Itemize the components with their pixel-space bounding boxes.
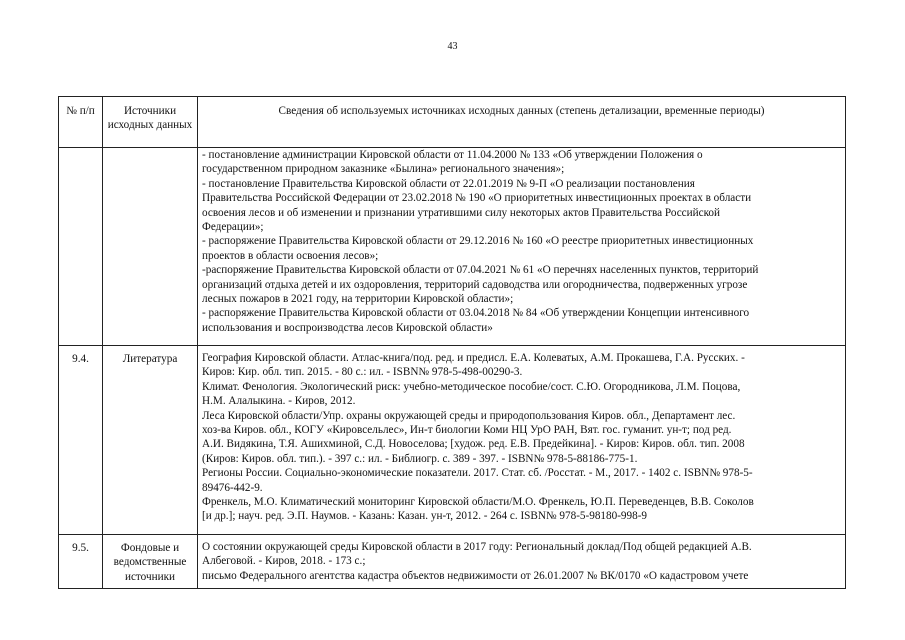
info-line: освоения лесов и об изменении и признании утратившими силу некоторых актов Правительства Российской — [202, 206, 721, 219]
table-row — [59, 148, 846, 346]
row-num — [59, 148, 103, 346]
info-line: Албеговой. - Киров, 2018. - 173 с.; — [202, 555, 366, 568]
row-source: Фондовые и ведомственные источники — [103, 535, 198, 589]
table-row — [59, 346, 846, 535]
info-line: Правительства Российской Федерации от 23.02.2018 № 190 «О приоритетных инвестиционных проектах в области — [202, 192, 752, 205]
info-line: (Киров: Киров. обл. тип.). - 397 с.: ил. - Библиогр. с. 389 - 397. - ISBN№ 978-5-88186-775-1. — [202, 452, 638, 465]
info-line: Киров: Кир. обл. тип. 2015. - 80 с.: ил. - ISBN№ 978-5-498-00290-3. — [202, 366, 523, 379]
info-line: [и др.]; науч. ред. Э.П. Наумов. - Казань: Казан. ун-т, 2012. - 264 с. ISBN№ 978-5-98180-998-9 — [202, 510, 648, 523]
row-info — [198, 535, 846, 589]
header-source: Источники исходных данных — [103, 97, 198, 148]
info-line: проектов в области освоения лесов»; — [202, 249, 379, 262]
info-line: лесных пожаров в 2021 году, на территории Кировской области»; — [202, 293, 514, 306]
row-source — [103, 148, 198, 346]
row-info — [198, 148, 846, 346]
info-line: А.И. Видякина, Т.Я. Ашихминой, С.Д. Новоселова; [худож. ред. Е.В. Предейкина]. - Киров: Киров. обл. тип. 2008 — [202, 438, 745, 451]
info-line: Климат. Фенология. Экологический риск: учебно-методическое пособие/сост. С.Ю. Огородникова, Л.М. Поцова, — [202, 380, 741, 393]
info-line: Леса Кировской области/Упр. охраны окружающей среды и природопользования Киров. обл., Департамент лес. — [202, 409, 736, 422]
header-info: Сведения об используемых источниках исходных данных (степень детализации, временные периоды) — [198, 97, 846, 148]
info-line: О состоянии окружающей среды Кировской области в 2017 году: Региональный доклад/Под общей редакцией А.В. — [202, 541, 752, 553]
info-line: Френкель, М.О. Климатический мониторинг Кировской области/М.О. Френкель, Ю.П. Переведенцев, В.В. Соколов — [202, 496, 754, 509]
info-line: -распоряжение Правительства Кировской области от 07.04.2021 № 61 «О перечнях населенных пунктов, территорий — [202, 264, 759, 277]
row-source: Литература — [103, 346, 198, 535]
header-num: № п/п — [59, 97, 103, 148]
info-line: География Кировской области. Атлас-книга/под. ред. и предисл. Е.А. Колеватых, А.М. Прокашева, Г.А. Русских. - — [202, 352, 745, 364]
info-line: Н.М. Алалыкина. - Киров, 2012. — [202, 395, 356, 408]
info-line: письмо Федерального агентства кадастра объектов недвижимости от 26.01.2007 № ВК/0170 «О кадастровом учете — [202, 569, 749, 582]
info-line: Федерации»; — [202, 221, 264, 234]
table-header-row — [59, 97, 846, 148]
info-line: - распоряжение Правительства Кировской области от 03.04.2018 № 84 «Об утверждении Концепции интенсивного — [202, 307, 750, 320]
info-line: 89476-442-9. — [202, 481, 263, 494]
info-line: государственном природном заказнике «Былина» регионального значения»; — [202, 163, 565, 176]
info-line: - распоряжение Правительства Кировской области от 29.12.2016 № 160 «О реестре приоритетных инвестиционных — [202, 235, 754, 248]
sources-table — [58, 96, 846, 589]
info-line: использования и воспроизводства лесов Кировской области» — [202, 321, 493, 334]
table-row — [59, 535, 846, 589]
info-line: - постановление администрации Кировской области от 11.04.2000 № 133 «Об утверждении Положения о — [202, 149, 703, 161]
info-line: хоз-ва Киров. обл., КОГУ «Кировсельлес», Ин-т биологии Коми НЦ УрО РАН, Вят. гос. гуманит. ун-т; под ред. — [202, 424, 732, 437]
row-info — [198, 346, 846, 535]
info-line: Регионы России. Социально-экономические показатели. 2017. Стат. сб. /Росстат. - М., 2017. - 1402 с. ISBN№ 978-5- — [202, 467, 753, 480]
info-line: - постановление Правительства Кировской области от 22.01.2019 № 9-П «О реализации постановления — [202, 177, 695, 190]
info-line: организаций отдыха детей и их оздоровления, территорий садоводства или огородничества, подверженных угрозе — [202, 278, 748, 291]
row-num: 9.5. — [59, 535, 103, 589]
row-num: 9.4. — [59, 346, 103, 535]
page-number: 43 — [447, 41, 458, 52]
